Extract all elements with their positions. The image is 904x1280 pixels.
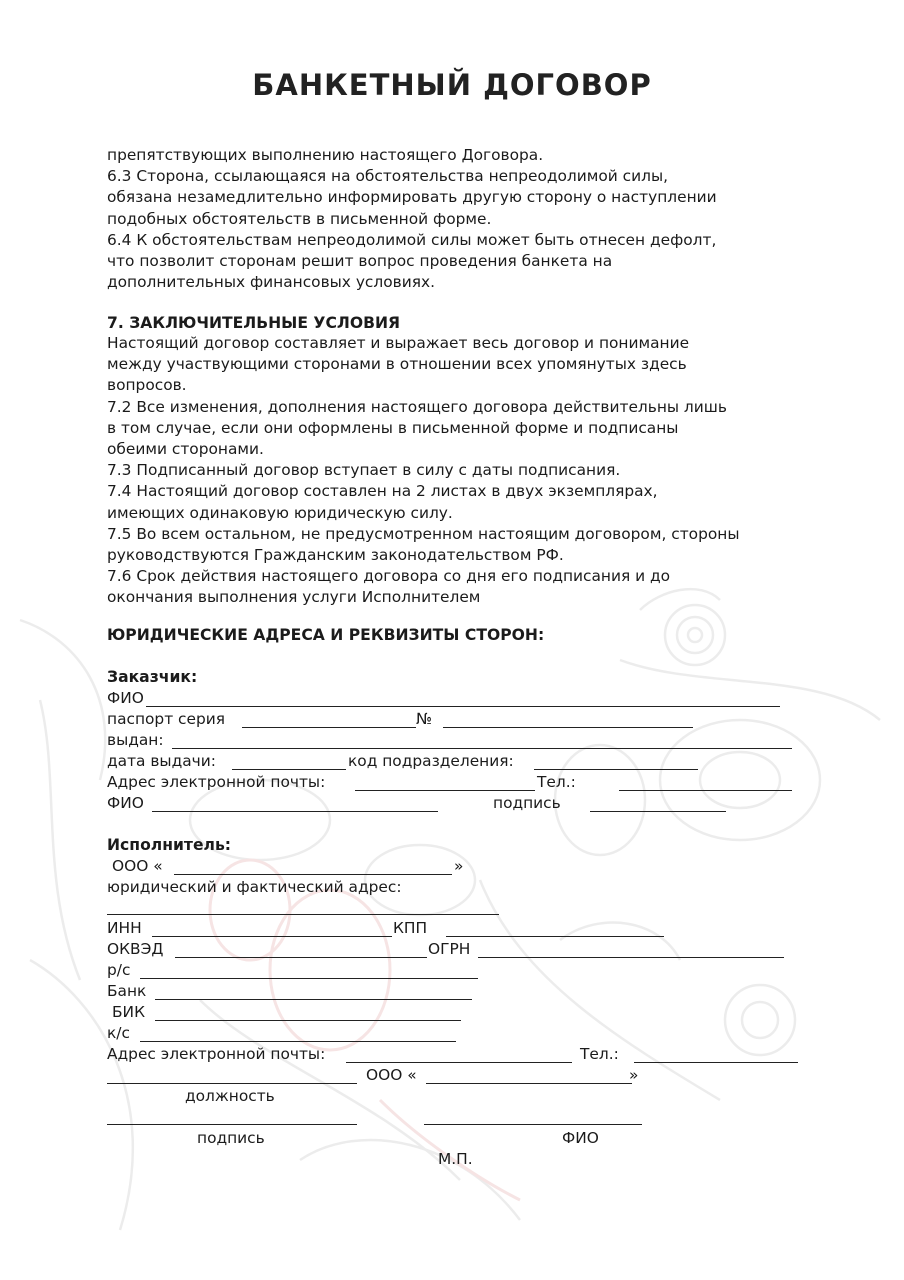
fio-caption: ФИО bbox=[562, 1129, 599, 1147]
ogrn-label: ОГРН bbox=[428, 940, 471, 958]
kpp-field[interactable] bbox=[446, 936, 664, 937]
bank-label: Банк bbox=[107, 982, 147, 1000]
customer-fio-field[interactable] bbox=[146, 706, 780, 707]
signature-caption: подпись bbox=[197, 1129, 265, 1147]
clause-7-4: 7.4 Настоящий договор составлен на 2 листах в двух экземплярах, bbox=[107, 482, 658, 501]
contractor-fio-field[interactable] bbox=[424, 1124, 642, 1125]
clause-7-3: 7.3 Подписанный договор вступает в силу с даты подписания. bbox=[107, 461, 621, 480]
issued-field[interactable] bbox=[172, 748, 792, 749]
clause-7-2: 7.2 Все изменения, дополнения настоящего договора действительны лишь bbox=[107, 397, 727, 416]
text-line: что позволит сторонам решит вопрос проведения банкета на bbox=[107, 252, 613, 271]
requisites-heading: ЮРИДИЧЕСКИЕ АДРЕСА И РЕКВИЗИТЫ СТОРОН: bbox=[107, 626, 545, 644]
customer-email-label: Адрес электронной почты: bbox=[107, 773, 326, 791]
customer-heading: Заказчик: bbox=[107, 668, 198, 686]
clause-6-4: 6.4 К обстоятельствам непреодолимой силы может быть отнесен дефолт, bbox=[107, 230, 717, 249]
stamp-place-label: М.П. bbox=[438, 1150, 473, 1168]
contractor-heading: Исполнитель: bbox=[107, 836, 232, 854]
customer-signature-field[interactable] bbox=[590, 811, 726, 812]
customer-signature-label: подпись bbox=[493, 794, 561, 812]
clause-7-5: 7.5 Во всем остальном, не предусмотренном настоящим договором, стороны bbox=[107, 524, 740, 543]
dept-code-label: код подразделения: bbox=[348, 752, 514, 770]
okved-label: ОКВЭД bbox=[107, 940, 164, 958]
clause-7-6: 7.6 Срок действия настоящего договора со дня его подписания и до bbox=[107, 567, 671, 586]
org-prefix-2: ООО « bbox=[366, 1066, 417, 1084]
passport-number-field[interactable] bbox=[443, 727, 693, 728]
text-line: препятствующих выполнению настоящего Договора. bbox=[107, 146, 544, 164]
customer-phone-field[interactable] bbox=[619, 790, 792, 791]
text-line: дополнительных финансовых условиях. bbox=[107, 273, 435, 292]
bank-field[interactable] bbox=[155, 999, 472, 1000]
customer-fio-label: ФИО bbox=[107, 689, 144, 707]
rs-label: р/с bbox=[107, 961, 131, 979]
dept-code-field[interactable] bbox=[534, 769, 698, 770]
passport-series-label: паспорт серия bbox=[107, 710, 226, 728]
section-7-body bbox=[107, 333, 807, 609]
contractor-phone-label: Тел.: bbox=[580, 1045, 619, 1063]
position-field[interactable] bbox=[107, 1083, 357, 1084]
okved-field[interactable] bbox=[175, 957, 427, 958]
issued-label: выдан: bbox=[107, 731, 164, 749]
text-line: в том случае, если они оформлены в письменной форме и подписаны bbox=[107, 418, 679, 437]
issue-date-label: дата выдачи: bbox=[107, 752, 216, 770]
address-label: юридический и фактический адрес: bbox=[107, 878, 402, 896]
contractor-email-label: Адрес электронной почты: bbox=[107, 1045, 326, 1063]
ogrn-field[interactable] bbox=[478, 957, 784, 958]
text-line: обеими сторонами. bbox=[107, 440, 264, 459]
bik-label: БИК bbox=[112, 1003, 145, 1021]
kpp-label: КПП bbox=[393, 919, 428, 937]
section-7-heading: 7. ЗАКЛЮЧИТЕЛЬНЫЕ УСЛОВИЯ bbox=[107, 314, 401, 332]
customer-fio2-field[interactable] bbox=[152, 811, 438, 812]
text-line: обязана незамедлительно информировать другую сторону о наступлении bbox=[107, 188, 717, 207]
address-field[interactable] bbox=[107, 914, 499, 915]
ks-field[interactable] bbox=[140, 1041, 456, 1042]
clause-6-3: 6.3 Сторона, ссылающаяся на обстоятельства непреодолимой силы, bbox=[107, 167, 669, 186]
contractor-signature-field[interactable] bbox=[107, 1124, 357, 1125]
bik-field[interactable] bbox=[155, 1020, 461, 1021]
text-line: имеющих одинаковую юридическую силу. bbox=[107, 503, 453, 522]
rs-field[interactable] bbox=[140, 978, 478, 979]
customer-phone-label: Тел.: bbox=[537, 773, 576, 791]
position-caption: должность bbox=[185, 1087, 275, 1105]
text-line: окончания выполнения услуги Исполнителем bbox=[107, 588, 481, 607]
ks-label: к/с bbox=[107, 1024, 130, 1042]
issue-date-field[interactable] bbox=[232, 769, 346, 770]
passport-number-label: № bbox=[416, 710, 433, 728]
org-name-field-2[interactable] bbox=[426, 1083, 632, 1084]
org-name-field[interactable] bbox=[174, 874, 452, 875]
text-line: подобных обстоятельств в письменной форме. bbox=[107, 209, 492, 228]
inn-label: ИНН bbox=[107, 919, 142, 937]
section-6-continued bbox=[107, 145, 807, 293]
org-suffix-2: » bbox=[629, 1066, 639, 1084]
text-line: между участвующими сторонами в отношении всех упомянутых здесь bbox=[107, 355, 687, 374]
text-line: руководствуются Гражданским законодательством РФ. bbox=[107, 546, 564, 565]
document-title: БАНКЕТНЫЙ ДОГОВОР bbox=[252, 68, 652, 102]
customer-email-field[interactable] bbox=[355, 790, 535, 791]
contractor-phone-field[interactable] bbox=[634, 1062, 798, 1063]
passport-series-field[interactable] bbox=[242, 727, 416, 728]
customer-fio2-label: ФИО bbox=[107, 794, 144, 812]
inn-field[interactable] bbox=[152, 936, 392, 937]
text-line: вопросов. bbox=[107, 376, 187, 395]
org-suffix: » bbox=[454, 857, 464, 875]
clause-7-1: Настоящий договор составляет и выражает весь договор и понимание bbox=[107, 334, 690, 352]
org-prefix: ООО « bbox=[112, 857, 163, 875]
contractor-email-field[interactable] bbox=[346, 1062, 572, 1063]
